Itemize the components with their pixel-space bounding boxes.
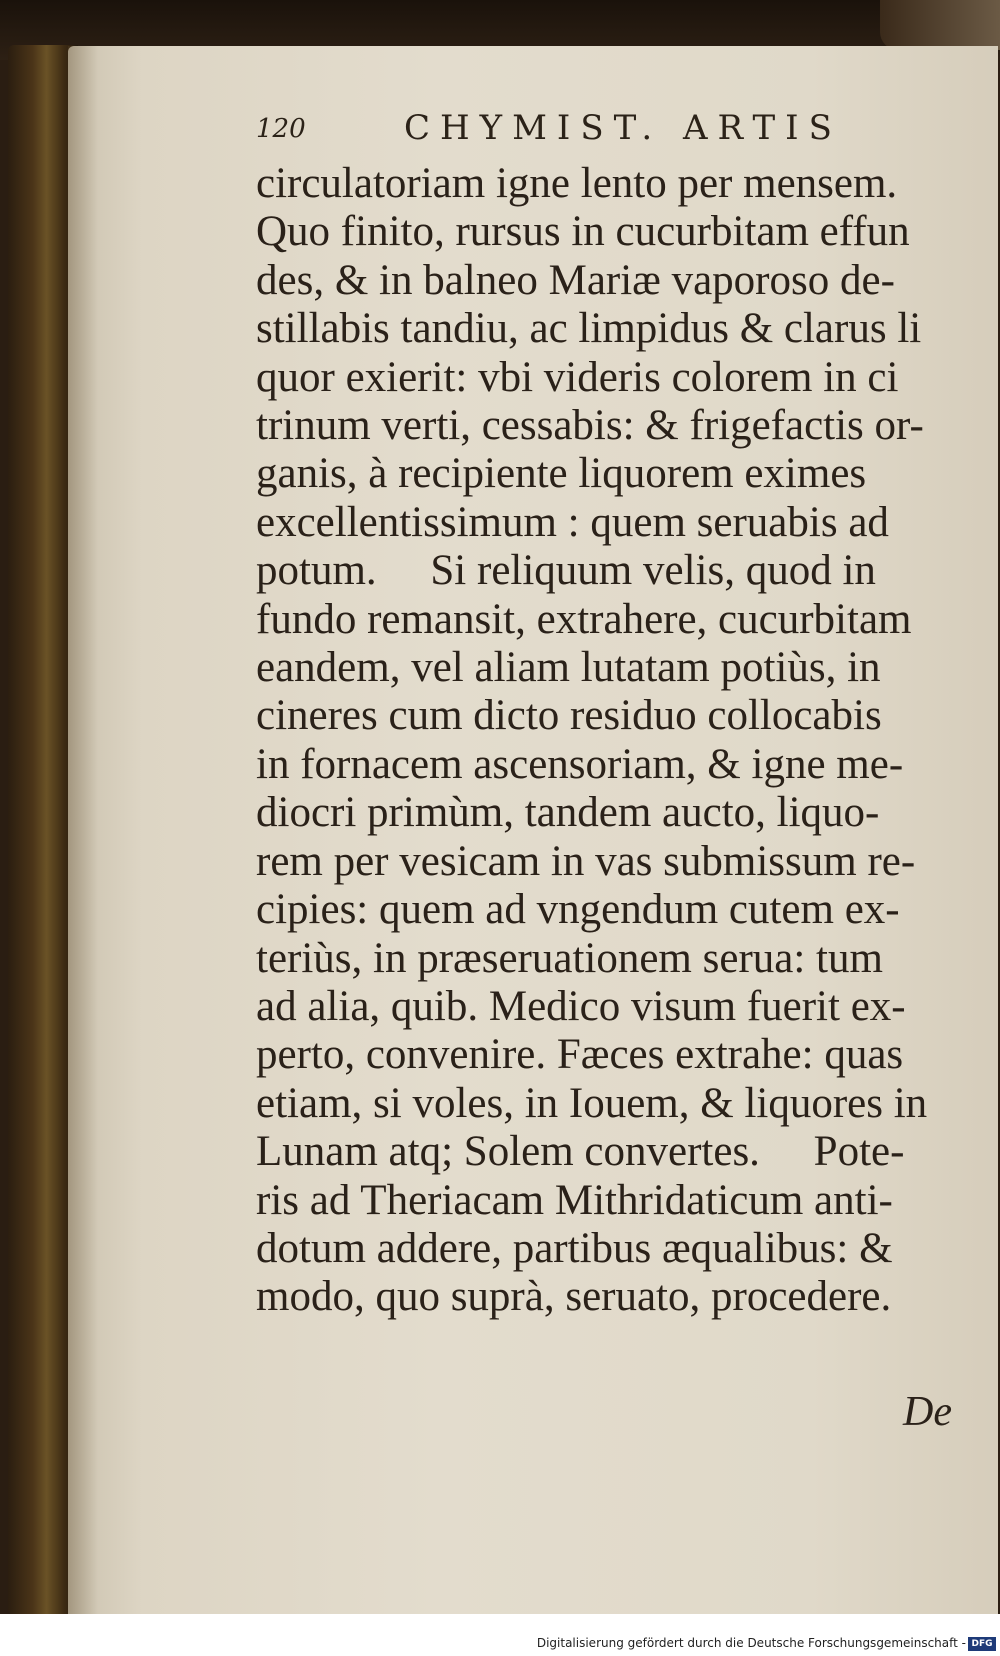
text-line: Lunam atq; Solem convertes. Pote- [256, 1128, 905, 1176]
text-line: teriùs, in præseruationem serua: tum [256, 934, 883, 982]
gutter-shadow [68, 46, 98, 1614]
text-line: eandem, vel aliam lutatam potiùs, in [256, 644, 881, 692]
text-line: fundo remansit, extrahere, cucurbitam [256, 595, 912, 643]
text-line: stillabis tandiu, ac limpidus & clarus li [256, 305, 922, 353]
text-line: cineres cum dicto residuo collocabis [256, 692, 882, 740]
text-line: ad alia, quib. Medico visum fuerit ex- [256, 982, 906, 1030]
text-line: des, & in balneo Mariæ vaporoso de- [256, 256, 895, 304]
text-line: modo, quo suprà, seruato, procedere. [256, 1273, 892, 1321]
book-cover-corner [880, 0, 1000, 50]
text-line: ganis, à recipiente liquorem eximes [256, 450, 867, 498]
text-line: ris ad Theriacam Mithridaticum anti- [256, 1176, 893, 1224]
text-line: cipies: quem ad vngendum cutem ex- [256, 886, 900, 934]
text-line: trinum verti, cessabis: & frigefactis or- [256, 402, 924, 450]
text-line: excellentissimum : quem seruabis ad [256, 498, 889, 546]
text-line: rem per vesicam in vas submissum re- [256, 837, 916, 885]
dfg-logo: DFG [968, 1637, 996, 1651]
text-line: circulatoriam igne lento per mensem. [256, 160, 898, 207]
text-line: potum. Si reliquum velis, quod in [256, 547, 876, 595]
text-line: quor exierit: vbi videris colorem in ci [256, 353, 899, 401]
body-text [256, 160, 981, 1322]
running-head: CHYMIST. ARTIS [404, 108, 842, 148]
text-line: dotum addere, partibus æqualibus: & [256, 1224, 893, 1272]
text-line: Quo finito, rursus in cucurbitam effun [256, 208, 910, 256]
text-line: diocri primùm, tandem aucto, liquo- [256, 789, 880, 837]
page-header [256, 108, 976, 158]
text-line: etiam, si voles, in Iouem, & liquores in [256, 1079, 928, 1127]
footer-credit: Digitalisierung gefördert durch die Deutsche Forschungsgemeinschaft - [536, 1636, 966, 1650]
text-line: perto, convenire. Fæces extrahe: quas [256, 1031, 904, 1079]
page-number: 120 [256, 114, 306, 144]
catchword: De [903, 1389, 952, 1435]
text-line: in fornacem ascensoriam, & igne me- [256, 740, 904, 788]
